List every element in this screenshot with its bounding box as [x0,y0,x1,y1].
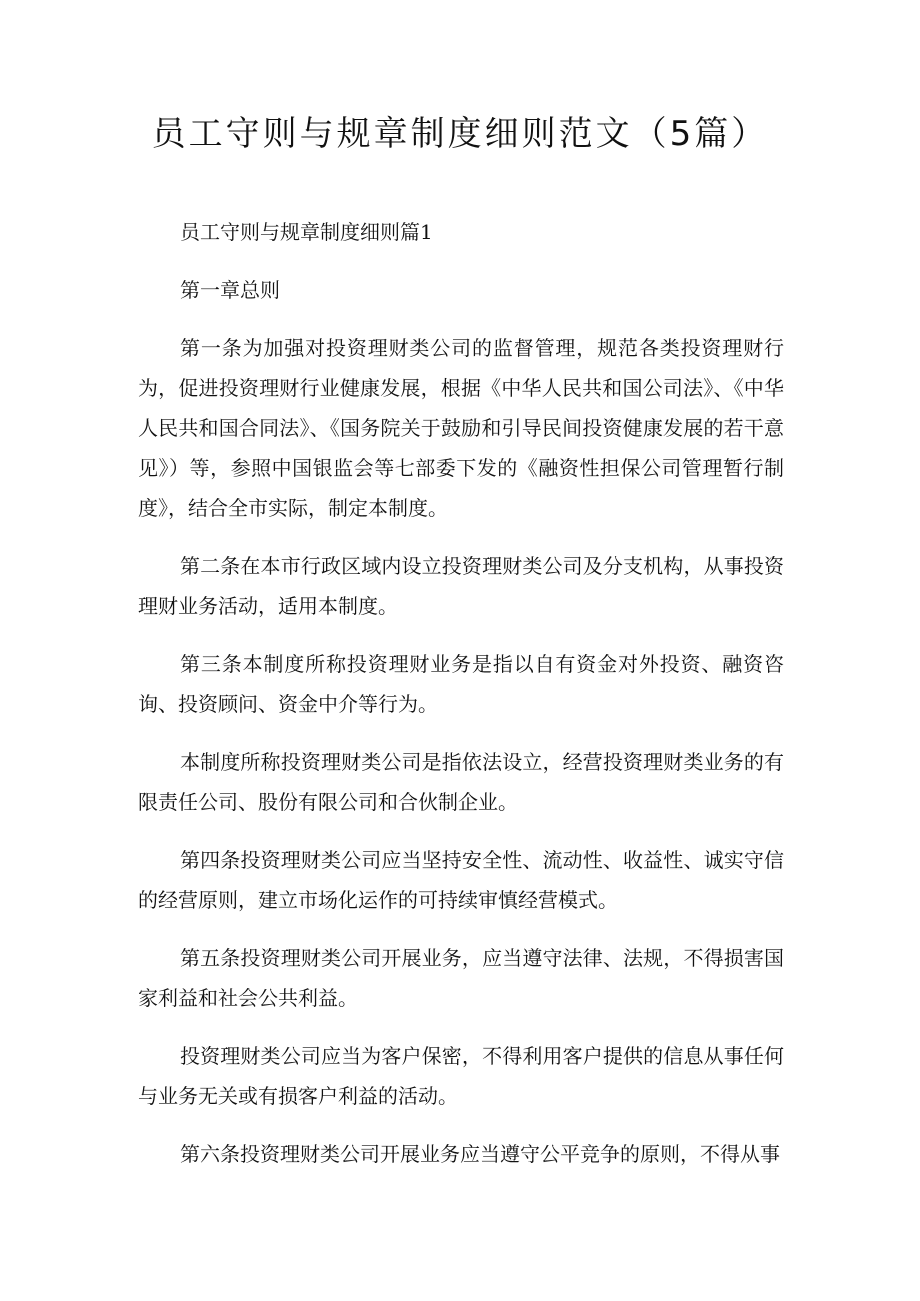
document-title: 员工守则与规章制度细则范文（5篇） [151,114,769,154]
document-body [138,212,784,1192]
body-paragraph: 本制度所称投资理财类公司是指依法设立，经营投资理财类业务的有限责任公司、股份有限公司和合伙制企业。 [138,750,784,814]
article-paragraph: 第一条为加强对投资理财类公司的监督管理，规范各类投资理财行为，促进投资理财行业健康发展，根据《中华人民共和国公司法》、《中华人民共和国合同法》、《国务院关于鼓励和引导民间投资健康发展的若干意见》）等，参照中国银监会等七部委下发的《融资性担保公司管理暂行制度》，结合全市实际，制定本制度。 [138,336,784,520]
chapter-heading: 第一章总则 [180,278,280,302]
article-paragraph: 第四条投资理财类公司应当坚持安全性、流动性、收益性、诚实守信的经营原则，建立市场化运作的可持续审慎经营模式。 [138,848,784,912]
article-paragraph: 第二条在本市行政区域内设立投资理财类公司及分支机构，从事投资理财业务活动，适用本制度。 [138,554,784,618]
article-paragraph: 第三条本制度所称投资理财业务是指以自有资金对外投资、融资咨询、投资顾问、资金中介等行为。 [138,652,784,716]
article-paragraph: 第五条投资理财类公司开展业务，应当遵守法律、法规，不得损害国家利益和社会公共利益。 [138,946,784,1010]
article-paragraph: 第六条投资理财类公司开展业务应当遵守公平竞争的原则，不得从事 [180,1142,780,1166]
body-paragraph: 投资理财类公司应当为客户保密，不得利用客户提供的信息从事任何与业务无关或有损客户利益的活动。 [138,1044,784,1108]
section-heading: 员工守则与规章制度细则篇1 [180,220,433,244]
